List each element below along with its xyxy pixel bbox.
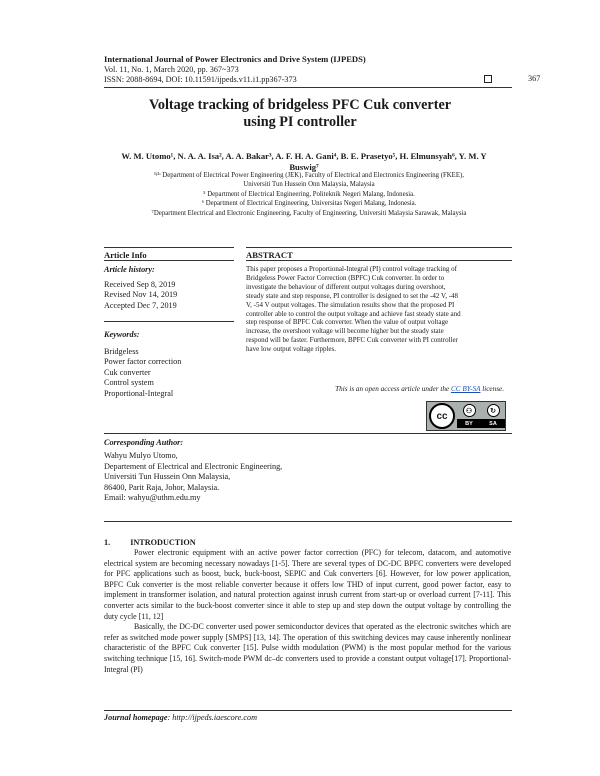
abstract-line: steady state and step response, PI controller is designed to set the -42 V, -48	[246, 291, 459, 300]
corresponding-rule	[104, 433, 512, 434]
keyword: Control system	[104, 378, 154, 388]
info-top-rule	[104, 247, 234, 248]
abstract-line: have low output voltage ripples.	[246, 345, 337, 354]
license-suffix: license.	[480, 385, 504, 393]
intro-rule	[104, 521, 512, 522]
intro-paragraph-1: Power electronic equipment with an active power factor correction (PFC) for telecom, datacom, and automotive electrical system are becoming necessary nowadays [1-5]. There are several types of DC-DC BPFC converters were developed for PFC applications such as boost, buck, buck-boost, SEPIC and Cuk converters [6]. However, for low power application, BPFC Cuk converter is the most reliable converter because it offers low THD of input current, good power factor, easy to implement in transformer isolation, and natural protection against inrush current from start-up or overload current [7-11]. This converter acts similar to the buck-boost converter since it able to step up and step down the output voltage by controlling the duty cycle [11, 12]	[104, 548, 511, 621]
page-number: 367	[528, 74, 541, 83]
keywords-rule	[104, 321, 234, 322]
author-email: Email: wahyu@uthm.edu.my	[104, 493, 201, 503]
abstract-line: Bridgeless Power Factor Correction (BPFC) Cuk converter. In order to	[246, 273, 445, 282]
license-prefix: This is an open access article under the	[335, 385, 451, 393]
corresponding-heading: Corresponding Author:	[104, 438, 184, 447]
authors-line-2: Buswig⁷	[289, 162, 319, 172]
paper-title	[0, 97, 600, 131]
history-heading: Article history:	[104, 265, 155, 274]
attribution-icon: ⚇	[463, 404, 476, 417]
accepted-date: Accepted Dec 7, 2019	[104, 300, 177, 310]
intro-body	[104, 548, 511, 675]
issn-line: ISSN: 2088-8694, DOI: 10.11591/ijpeds.v11.i1.pp367-373	[104, 75, 297, 84]
keyword: Proportional-Integral	[104, 388, 174, 398]
affiliation-5: ⁷Department Electrical and Electronic Engineering, Faculty of Engineering, Universiti Malaysia Sarawak, Malaysia	[151, 209, 467, 217]
abstract-line: increase, the overshoot voltage will become higher but the steady state	[246, 327, 444, 336]
footer-rule	[104, 710, 512, 711]
article-info-heading: Article Info	[104, 250, 147, 260]
author-department: Departement of Electrical and Electronic Engineering,	[104, 461, 283, 471]
keyword: Power factor correction	[104, 357, 182, 367]
by-label: BY	[465, 420, 473, 427]
keyword: Bridgeless	[104, 346, 139, 356]
abstract-line: step response of BPFC Cuk converter. When the value of output voltage	[246, 318, 449, 327]
received-date: Received Sep 8, 2019	[104, 279, 176, 289]
affiliation-1: ¹ʲ³ʴ Department of Electrical Power Engineering (JEK), Faculty of Electrical and Electronics Engineering (FKEE),	[154, 172, 464, 179]
creative-commons-icon: cc	[429, 403, 455, 429]
header-rule	[104, 87, 512, 88]
homepage-label: Journal homepage	[104, 713, 168, 722]
license-statement	[246, 385, 504, 393]
abstract-line: V, -54 V output voltages. The simulation results show that the proposed PI	[246, 300, 455, 309]
affiliation-2: Universiti Tun Hussein Onn Malaysia, Malaysia	[243, 181, 375, 189]
keyword: Cuk converter	[104, 367, 151, 377]
journal-homepage	[104, 713, 257, 722]
section-number: 1.	[104, 538, 111, 547]
abstract-line: respond will be faster. Furthermore, BPFC Cuk converter with PI controller	[246, 336, 458, 345]
title-line-1: Voltage tracking of bridgeless PFC Cuk converter	[148, 97, 452, 113]
affiliation-3: ⁵ Department of Electrical Engineering, Politeknik Negeri Malang, Indonesia.	[203, 190, 415, 198]
license-link[interactable]: CC BY-SA	[450, 385, 481, 393]
author-university: Universiti Tun Hussein Onn Malaysia,	[104, 472, 231, 482]
title-line-2: using PI controller	[243, 114, 357, 130]
sa-label: SA	[489, 420, 497, 427]
homepage-url[interactable]: : http://ijpeds.iaescore.com	[167, 713, 257, 722]
cc-by-sa-badge[interactable]	[426, 401, 506, 431]
journal-name: International Journal of Power Electronics and Drive System (IJPEDS)	[104, 54, 366, 64]
volume-line: Vol. 11, No. 1, March 2020, pp. 367~373	[104, 65, 239, 74]
abstract-line: This paper proposes a Proportional-Integral (PI) control voltage tracking of	[246, 265, 457, 273]
affiliation-4: ⁶ Department of Electrical Engineering, Universitas Negeri Malang, Indonesia.	[201, 200, 417, 208]
share-alike-icon: ↻	[487, 404, 500, 417]
section-title: INTRODUCTION	[130, 538, 196, 547]
abstract-body	[246, 265, 504, 354]
author-name: Wahyu Mulyo Utomo,	[104, 451, 178, 460]
abstract-heading: ABSTRACT	[246, 250, 293, 260]
corresponding-details	[104, 451, 404, 504]
article-history	[104, 265, 234, 311]
abstract-line: investigate the behaviour of different output voltages during overshoot,	[246, 282, 446, 291]
abstract-line: controller able to control the output voltage and achieve fast steady state and	[246, 309, 461, 318]
authors	[104, 151, 504, 173]
page-number-block	[484, 74, 540, 83]
keywords	[104, 330, 234, 400]
affiliations	[104, 171, 514, 218]
square-icon	[484, 75, 492, 83]
author-address: 86400, Parit Raja, Johor, Malaysia.	[104, 482, 220, 492]
abstract-head-rule	[246, 260, 512, 261]
intro-paragraph-2: Basically, the DC-DC converter used power semiconductor devices that operated as the electronic switches which are refer as switched mode power supply [SMPS] [13, 14]. The operation of this switching devices may cause inherently nonlinear characteristic of the BPFC Cuk converter [15]. Pulse width modulation (PWM) is the most popular method for the various switching technique [15, 16]. Switch-mode PWM dc–dc converters used to provide a constant output voltage[17]. Proportional-Integral (PI)	[104, 622, 511, 674]
info-head-rule	[104, 260, 234, 261]
license-icons	[457, 402, 505, 430]
section-heading	[104, 538, 196, 547]
revised-date: Revised Nov 14, 2019	[104, 290, 178, 300]
keywords-heading: Keywords:	[104, 330, 140, 339]
abstract-top-rule	[246, 247, 512, 248]
authors-line-1: W. M. Utomo¹, N. A. A. Isa², A. A. Bakar³, A. F. H. A. Gani⁴, B. E. Prasetyo⁵, H. Elmunsyah⁶, Y. M. Y	[121, 151, 487, 161]
